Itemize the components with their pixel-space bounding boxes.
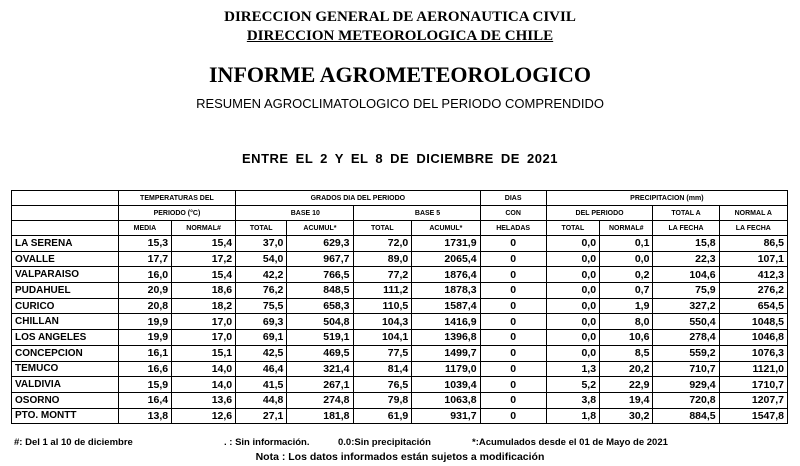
p-total-cell: 1,8 xyxy=(546,408,599,424)
header-del-periodo: DEL PERIODO xyxy=(546,206,653,221)
header-b10-total: TOTAL xyxy=(236,221,287,236)
p-normal-cell: 20,2 xyxy=(600,361,653,377)
org-name: DIRECCION GENERAL DE AERONAUTICA CIVIL xyxy=(224,9,576,25)
report-period: ENTRE EL 2 Y EL 8 DE DICIEMBRE DE 2021 xyxy=(242,151,558,166)
b5-acumul-cell: 1876,4 xyxy=(412,267,480,283)
p-normal-cell: 8,0 xyxy=(600,314,653,330)
normal-cell: 17,0 xyxy=(172,330,236,346)
b10-total-cell: 37,0 xyxy=(236,236,287,252)
p-normal-cell: 0,2 xyxy=(600,267,653,283)
station-cell: TEMUCO xyxy=(12,361,119,377)
normal-cell: 14,0 xyxy=(172,377,236,393)
b10-total-cell: 27,1 xyxy=(236,408,287,424)
b5-acumul-cell: 1587,4 xyxy=(412,298,480,314)
station-cell: OSORNO xyxy=(12,392,119,408)
b10-total-cell: 54,0 xyxy=(236,251,287,267)
normal-fecha-cell: 654,5 xyxy=(719,298,787,314)
station-cell: CURICO xyxy=(12,298,119,314)
b5-total-cell: 104,1 xyxy=(353,330,412,346)
station-cell: VALDIVIA xyxy=(12,377,119,393)
media-cell: 19,9 xyxy=(118,314,171,330)
heladas-cell: 0 xyxy=(480,345,546,361)
normal-fecha-cell: 1710,7 xyxy=(719,377,787,393)
normal-fecha-cell: 1547,8 xyxy=(719,408,787,424)
p-total-cell: 0,0 xyxy=(546,345,599,361)
header-row-2 xyxy=(12,206,788,221)
header-dias: DIAS xyxy=(480,191,546,206)
total-fecha-cell: 884,5 xyxy=(653,408,719,424)
b10-acumul-cell: 519,1 xyxy=(287,330,353,346)
b10-acumul-cell: 504,8 xyxy=(287,314,353,330)
p-total-cell: 0,0 xyxy=(546,298,599,314)
normal-fecha-cell: 1048,5 xyxy=(719,314,787,330)
total-fecha-cell: 278,4 xyxy=(653,330,719,346)
b5-acumul-cell: 1499,7 xyxy=(412,345,480,361)
b5-total-cell: 77,5 xyxy=(353,345,412,361)
table-row xyxy=(12,408,788,424)
total-fecha-cell: 75,9 xyxy=(653,283,719,299)
b5-acumul-cell: 1039,4 xyxy=(412,377,480,393)
media-cell: 16,4 xyxy=(118,392,171,408)
b5-acumul-cell: 1731,9 xyxy=(412,236,480,252)
heladas-cell: 0 xyxy=(480,330,546,346)
media-cell: 16,0 xyxy=(118,267,171,283)
station-cell: OVALLE xyxy=(12,251,119,267)
station-cell: CHILLAN xyxy=(12,314,119,330)
heladas-cell: 0 xyxy=(480,267,546,283)
heladas-cell: 0 xyxy=(480,283,546,299)
b10-acumul-cell: 967,7 xyxy=(287,251,353,267)
station-cell: LA SERENA xyxy=(12,236,119,252)
b10-acumul-cell: 469,5 xyxy=(287,345,353,361)
heladas-cell: 0 xyxy=(480,377,546,393)
b10-acumul-cell: 274,8 xyxy=(287,392,353,408)
station-cell: PTO. MONTT xyxy=(12,408,119,424)
header-blank xyxy=(12,221,119,236)
report-subtitle: RESUMEN AGROCLIMATOLOGICO DEL PERIODO COMPRENDIDO xyxy=(196,96,604,111)
normal-cell: 18,6 xyxy=(172,283,236,299)
b10-total-cell: 76,2 xyxy=(236,283,287,299)
b5-total-cell: 79,8 xyxy=(353,392,412,408)
normal-cell: 18,2 xyxy=(172,298,236,314)
total-fecha-cell: 22,3 xyxy=(653,251,719,267)
b5-total-cell: 77,2 xyxy=(353,267,412,283)
total-fecha-cell: 720,8 xyxy=(653,392,719,408)
p-normal-cell: 0,7 xyxy=(600,283,653,299)
agro-table xyxy=(11,190,788,424)
header-row-3 xyxy=(12,221,788,236)
header-temp-group: TEMPERATURAS DEL xyxy=(118,191,235,206)
header-normal-a: NORMAL A xyxy=(719,206,787,221)
p-total-cell: 0,0 xyxy=(546,267,599,283)
heladas-cell: 0 xyxy=(480,314,546,330)
normal-cell: 15,1 xyxy=(172,345,236,361)
b10-total-cell: 75,5 xyxy=(236,298,287,314)
media-cell: 20,9 xyxy=(118,283,171,299)
header-base10: BASE 10 xyxy=(236,206,353,221)
p-total-cell: 5,2 xyxy=(546,377,599,393)
header-total-fecha: LA FECHA xyxy=(653,221,719,236)
header-b5-acumul: ACUMUL* xyxy=(412,221,480,236)
normal-fecha-cell: 1207,7 xyxy=(719,392,787,408)
normal-cell: 15,4 xyxy=(172,267,236,283)
header-p-total: TOTAL xyxy=(546,221,599,236)
total-fecha-cell: 104,6 xyxy=(653,267,719,283)
media-cell: 15,9 xyxy=(118,377,171,393)
b5-acumul-cell: 931,7 xyxy=(412,408,480,424)
b5-total-cell: 104,3 xyxy=(353,314,412,330)
normal-cell: 17,2 xyxy=(172,251,236,267)
b10-total-cell: 69,3 xyxy=(236,314,287,330)
b10-acumul-cell: 629,3 xyxy=(287,236,353,252)
p-normal-cell: 30,2 xyxy=(600,408,653,424)
table-row xyxy=(12,251,788,267)
heladas-cell: 0 xyxy=(480,408,546,424)
b5-acumul-cell: 1416,9 xyxy=(412,314,480,330)
p-total-cell: 0,0 xyxy=(546,283,599,299)
table-row xyxy=(12,345,788,361)
p-total-cell: 0,0 xyxy=(546,314,599,330)
footnote-no-info: . : Sin información. xyxy=(224,437,310,448)
p-normal-cell: 0,1 xyxy=(600,236,653,252)
station-cell: PUDAHUEL xyxy=(12,283,119,299)
header-heladas: HELADAS xyxy=(480,221,546,236)
normal-fecha-cell: 1076,3 xyxy=(719,345,787,361)
org-subname: DIRECCION METEOROLOGICA DE CHILE xyxy=(246,28,554,44)
header-p-normal: NORMAL# xyxy=(600,221,653,236)
header-grados-group: GRADOS DIA DEL PERIODO xyxy=(236,191,480,206)
b10-total-cell: 46,4 xyxy=(236,361,287,377)
b5-acumul-cell: 1063,8 xyxy=(412,392,480,408)
normal-fecha-cell: 107,1 xyxy=(719,251,787,267)
b10-total-cell: 42,5 xyxy=(236,345,287,361)
station-cell: LOS ANGELES xyxy=(12,330,119,346)
table-row xyxy=(12,392,788,408)
p-total-cell: 0,0 xyxy=(546,236,599,252)
media-cell: 15,3 xyxy=(118,236,171,252)
footnote-accum: *:Acumulados desde el 01 de Mayo de 2021 xyxy=(472,437,668,448)
b5-total-cell: 89,0 xyxy=(353,251,412,267)
media-cell: 16,1 xyxy=(118,345,171,361)
normal-fecha-cell: 1046,8 xyxy=(719,330,787,346)
p-total-cell: 0,0 xyxy=(546,330,599,346)
b5-total-cell: 111,2 xyxy=(353,283,412,299)
total-fecha-cell: 710,7 xyxy=(653,361,719,377)
heladas-cell: 0 xyxy=(480,361,546,377)
b10-total-cell: 41,5 xyxy=(236,377,287,393)
header-normal: NORMAL# xyxy=(172,221,236,236)
station-cell: CONCEPCION xyxy=(12,345,119,361)
heladas-cell: 0 xyxy=(480,251,546,267)
normal-cell: 15,4 xyxy=(172,236,236,252)
b5-total-cell: 81,4 xyxy=(353,361,412,377)
header-con: CON xyxy=(480,206,546,221)
table-row xyxy=(12,330,788,346)
p-total-cell: 3,8 xyxy=(546,392,599,408)
p-total-cell: 0,0 xyxy=(546,251,599,267)
b10-acumul-cell: 181,8 xyxy=(287,408,353,424)
total-fecha-cell: 559,2 xyxy=(653,345,719,361)
b10-total-cell: 44,8 xyxy=(236,392,287,408)
media-cell: 13,8 xyxy=(118,408,171,424)
table-body xyxy=(12,236,788,424)
normal-cell: 14,0 xyxy=(172,361,236,377)
b10-acumul-cell: 658,3 xyxy=(287,298,353,314)
header-blank xyxy=(12,206,119,221)
heladas-cell: 0 xyxy=(480,392,546,408)
total-fecha-cell: 929,4 xyxy=(653,377,719,393)
total-fecha-cell: 15,8 xyxy=(653,236,719,252)
b10-total-cell: 42,2 xyxy=(236,267,287,283)
header-media: MEDIA xyxy=(118,221,171,236)
media-cell: 17,7 xyxy=(118,251,171,267)
normal-cell: 12,6 xyxy=(172,408,236,424)
normal-fecha-cell: 86,5 xyxy=(719,236,787,252)
footnote-normal: #: Del 1 al 10 de diciembre xyxy=(14,437,133,448)
b10-total-cell: 69,1 xyxy=(236,330,287,346)
p-total-cell: 1,3 xyxy=(546,361,599,377)
p-normal-cell: 8,5 xyxy=(600,345,653,361)
header-row-1 xyxy=(12,191,788,206)
total-fecha-cell: 327,2 xyxy=(653,298,719,314)
b10-acumul-cell: 766,5 xyxy=(287,267,353,283)
table-row xyxy=(12,236,788,252)
normal-fecha-cell: 1121,0 xyxy=(719,361,787,377)
normal-cell: 17,0 xyxy=(172,314,236,330)
header-total-a: TOTAL A xyxy=(653,206,719,221)
b10-acumul-cell: 321,4 xyxy=(287,361,353,377)
normal-fecha-cell: 412,3 xyxy=(719,267,787,283)
b5-total-cell: 72,0 xyxy=(353,236,412,252)
b5-acumul-cell: 1878,3 xyxy=(412,283,480,299)
normal-fecha-cell: 276,2 xyxy=(719,283,787,299)
footnote-nota: Nota : Los datos informados están sujetos a modificación xyxy=(255,451,545,463)
header-normal-fecha: LA FECHA xyxy=(719,221,787,236)
table-row xyxy=(12,267,788,283)
table-row xyxy=(12,377,788,393)
b5-total-cell: 110,5 xyxy=(353,298,412,314)
p-normal-cell: 10,6 xyxy=(600,330,653,346)
footnote-no-precip: 0.0:Sin precipitación xyxy=(338,437,431,448)
table-row xyxy=(12,283,788,299)
report-title: INFORME AGROMETEOROLOGICO xyxy=(209,62,591,87)
p-normal-cell: 19,4 xyxy=(600,392,653,408)
table-row xyxy=(12,314,788,330)
p-normal-cell: 1,9 xyxy=(600,298,653,314)
header-blank xyxy=(12,191,119,206)
normal-cell: 13,6 xyxy=(172,392,236,408)
p-normal-cell: 22,9 xyxy=(600,377,653,393)
table-row xyxy=(12,361,788,377)
media-cell: 19,9 xyxy=(118,330,171,346)
b5-acumul-cell: 2065,4 xyxy=(412,251,480,267)
b5-acumul-cell: 1179,0 xyxy=(412,361,480,377)
b5-total-cell: 61,9 xyxy=(353,408,412,424)
p-normal-cell: 0,0 xyxy=(600,251,653,267)
header-precip-group: PRECIPITACION (mm) xyxy=(546,191,787,206)
header-temp-unit: PERIODO (°C) xyxy=(118,206,235,221)
total-fecha-cell: 550,4 xyxy=(653,314,719,330)
header-b10-acumul: ACUMUL* xyxy=(287,221,353,236)
heladas-cell: 0 xyxy=(480,298,546,314)
b5-acumul-cell: 1396,8 xyxy=(412,330,480,346)
heladas-cell: 0 xyxy=(480,236,546,252)
table-row xyxy=(12,298,788,314)
header-base5: BASE 5 xyxy=(353,206,480,221)
b10-acumul-cell: 848,5 xyxy=(287,283,353,299)
b10-acumul-cell: 267,1 xyxy=(287,377,353,393)
b5-total-cell: 76,5 xyxy=(353,377,412,393)
media-cell: 20,8 xyxy=(118,298,171,314)
station-cell: VALPARAISO xyxy=(12,267,119,283)
media-cell: 16,6 xyxy=(118,361,171,377)
header-b5-total: TOTAL xyxy=(353,221,412,236)
